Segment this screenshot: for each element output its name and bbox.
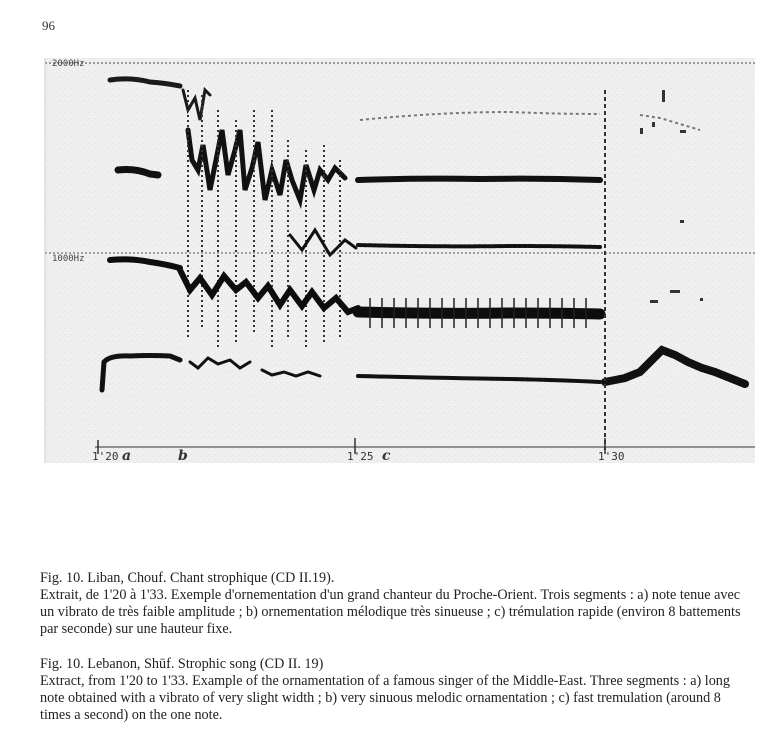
freq-label-1000: 1000Hz [52, 254, 85, 264]
caption-english-body: Extract, from 1'20 to 1'33. Example of the ornamentation of a famous singer of the Middle-East. Three segments : a) long note obtained with a vibrato of very slight width ; b) very sinuous melodic ornamentation ; c) fast tremulation (around 8 times a second) on the one note. [40, 673, 730, 723]
caption-english-title: Fig. 10. Lebanon, Shūf. Strophic song (CD II. 19) [40, 656, 324, 672]
caption-english [40, 656, 752, 724]
time-label-120: 1'20 [92, 450, 119, 463]
segment-label-c: c [382, 448, 391, 464]
page-number: 96 [42, 18, 55, 33]
caption-french-title: Fig. 10. Liban, Chouf. Chant strophique (CD II.19). [40, 570, 335, 586]
segment-label-b: b [178, 448, 188, 464]
caption-french-body: Extrait, de 1'20 à 1'33. Exemple d'ornementation d'un grand chanteur du Proche-Orient. Trois segments : a) note tenue avec un vibrato de très faible amplitude ; b) ornementation mélodique très sinueuse ; c) trémulation rapide (environ 8 battements par seconde) sur une hauteur fixe. [40, 587, 741, 637]
time-label-130: 1'30 [598, 450, 625, 463]
caption-french [40, 570, 752, 638]
freq-label-2000: 2000Hz [52, 59, 85, 69]
segment-label-a: a [122, 448, 132, 464]
spectrogram-figure [40, 50, 755, 465]
time-label-125: 1'25 [347, 450, 374, 463]
